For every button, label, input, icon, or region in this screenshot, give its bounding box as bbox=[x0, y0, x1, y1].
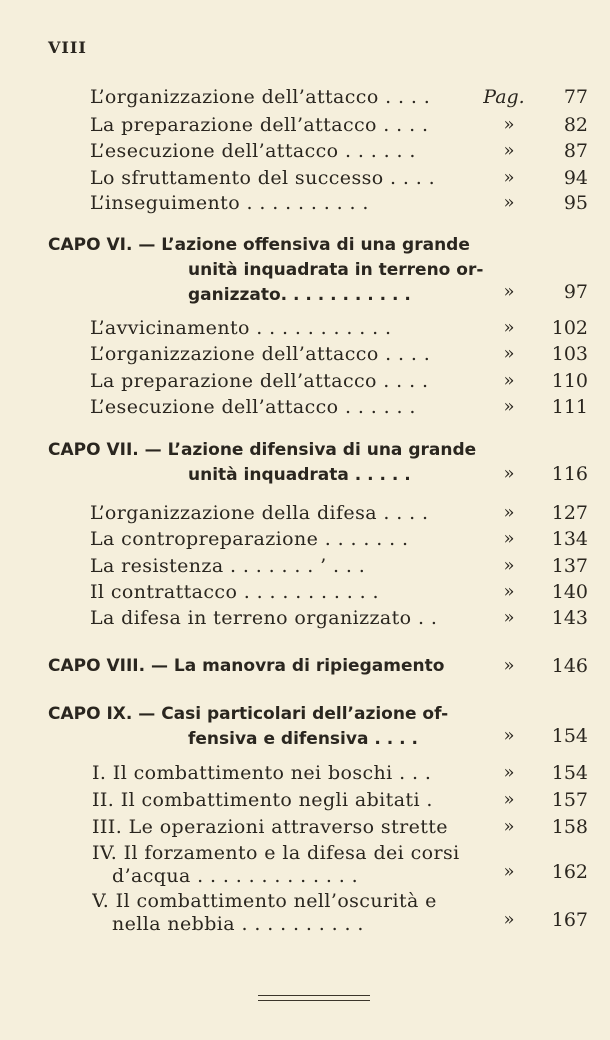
ditto-mark: » bbox=[503, 555, 515, 576]
ditto-mark: » bbox=[503, 281, 515, 302]
chapter-line: unità inquadrata in terreno or- bbox=[188, 260, 484, 280]
ditto-mark: » bbox=[503, 762, 515, 783]
chapter-heading-vii bbox=[48, 438, 488, 488]
page-folio: VIII bbox=[48, 38, 87, 57]
chapter-heading-viii bbox=[48, 654, 488, 679]
chapter-line: unità inquadrata . . . . . bbox=[188, 465, 411, 485]
entry-title: La contropreparazione . . . . . . . bbox=[90, 528, 409, 550]
ditto-mark: » bbox=[503, 140, 515, 161]
ditto-mark: » bbox=[503, 317, 515, 338]
entry-title: II. Il combattimento negli abitati . bbox=[92, 789, 433, 811]
entry-title-cont: d’acqua . . . . . . . . . . . . . bbox=[112, 865, 359, 887]
entry-page: 158 bbox=[551, 816, 588, 838]
entry-page: 102 bbox=[551, 317, 588, 339]
ditto-mark: » bbox=[503, 396, 515, 417]
entry-page: 103 bbox=[551, 343, 588, 365]
entry-title: L’esecuzione dell’attacco . . . . . . bbox=[90, 396, 416, 418]
chapter-line: fensiva e difensiva . . . . bbox=[188, 729, 418, 749]
chapter-line: ganizzato. . . . . . . . . . . bbox=[188, 285, 411, 305]
ditto-mark: » bbox=[503, 655, 515, 676]
entry-title: III. Le operazioni attraverso strette bbox=[92, 816, 448, 838]
entry-page: 157 bbox=[551, 789, 588, 811]
chapter-line: CAPO VII. — L’azione difensiva di una grande bbox=[48, 440, 477, 460]
entry-title: L’organizzazione dell’attacco . . . . bbox=[90, 86, 431, 108]
ditto-mark: » bbox=[503, 816, 515, 837]
ditto-mark: » bbox=[503, 607, 515, 628]
entry-title: L’organizzazione dell’attacco . . . . bbox=[90, 343, 431, 365]
ditto-mark: » bbox=[503, 192, 515, 213]
ditto-mark: » bbox=[503, 725, 515, 746]
chapter-page: 97 bbox=[563, 281, 588, 303]
entry-page: 134 bbox=[551, 528, 588, 550]
entry-page: 111 bbox=[551, 396, 588, 418]
ditto-mark: » bbox=[503, 502, 515, 523]
entry-page: 162 bbox=[551, 861, 588, 883]
entry-title: La difesa in terreno organizzato . . bbox=[90, 607, 438, 629]
ditto-mark: » bbox=[503, 581, 515, 602]
entry-title: La preparazione dell’attacco . . . . bbox=[90, 370, 429, 392]
entry-title: L’esecuzione dell’attacco . . . . . . bbox=[90, 140, 416, 162]
entry-title: L’avvicinamento . . . . . . . . . . . bbox=[90, 317, 392, 339]
entry-page: 95 bbox=[563, 192, 588, 214]
entry-title: Lo sfruttamento del successo . . . . bbox=[90, 167, 436, 189]
chapter-line: CAPO VIII. — La manovra di ripiegamento bbox=[48, 656, 445, 676]
chapter-line: CAPO VI. — L’azione offensiva di una grande bbox=[48, 235, 470, 255]
chapter-page: 154 bbox=[551, 725, 588, 747]
entry-page: 143 bbox=[551, 607, 588, 629]
ditto-mark: » bbox=[503, 114, 515, 135]
ditto-mark: » bbox=[503, 528, 515, 549]
entry-title: IV. Il forzamento e la difesa dei corsi bbox=[92, 842, 460, 864]
entry-title: I. Il combattimento nei boschi . . . bbox=[92, 762, 432, 784]
entry-page: 167 bbox=[551, 909, 588, 931]
ditto-mark: » bbox=[503, 789, 515, 810]
entry-title: La preparazione dell’attacco . . . . bbox=[90, 114, 429, 136]
entry-title: V. Il combattimento nell’oscurità e bbox=[92, 890, 437, 912]
ditto-mark: » bbox=[503, 343, 515, 364]
ditto-mark: » bbox=[503, 463, 515, 484]
chapter-line: CAPO IX. — Casi particolari dell’azione of- bbox=[48, 704, 449, 724]
chapter-page: 146 bbox=[551, 655, 588, 677]
closing-rule bbox=[258, 995, 370, 996]
entry-title: La resistenza . . . . . . . ’ . . . bbox=[90, 555, 366, 577]
entry-page: 127 bbox=[551, 502, 588, 524]
ditto-mark: » bbox=[503, 167, 515, 188]
entry-title-cont: nella nebbia . . . . . . . . . . bbox=[112, 913, 364, 935]
entry-page: 140 bbox=[551, 581, 588, 603]
entry-page: 154 bbox=[551, 762, 588, 784]
entry-page: 77 bbox=[563, 86, 588, 108]
entry-title: L’inseguimento . . . . . . . . . . bbox=[90, 192, 369, 214]
ditto-mark: » bbox=[503, 861, 515, 882]
entry-page: 82 bbox=[563, 114, 588, 136]
chapter-heading-vi bbox=[48, 233, 488, 308]
chapter-heading-ix bbox=[48, 702, 488, 752]
closing-rule bbox=[258, 1000, 370, 1001]
entry-title: L’organizzazione della difesa . . . . bbox=[90, 502, 429, 524]
chapter-page: 116 bbox=[551, 463, 588, 485]
ditto-mark: » bbox=[503, 370, 515, 391]
pag-label: Pag. bbox=[483, 86, 525, 108]
entry-page: 110 bbox=[551, 370, 588, 392]
entry-page: 87 bbox=[563, 140, 588, 162]
entry-page: 137 bbox=[551, 555, 588, 577]
entry-title: Il contrattacco . . . . . . . . . . . bbox=[90, 581, 379, 603]
ditto-mark: » bbox=[503, 909, 515, 930]
entry-page: 94 bbox=[563, 167, 588, 189]
